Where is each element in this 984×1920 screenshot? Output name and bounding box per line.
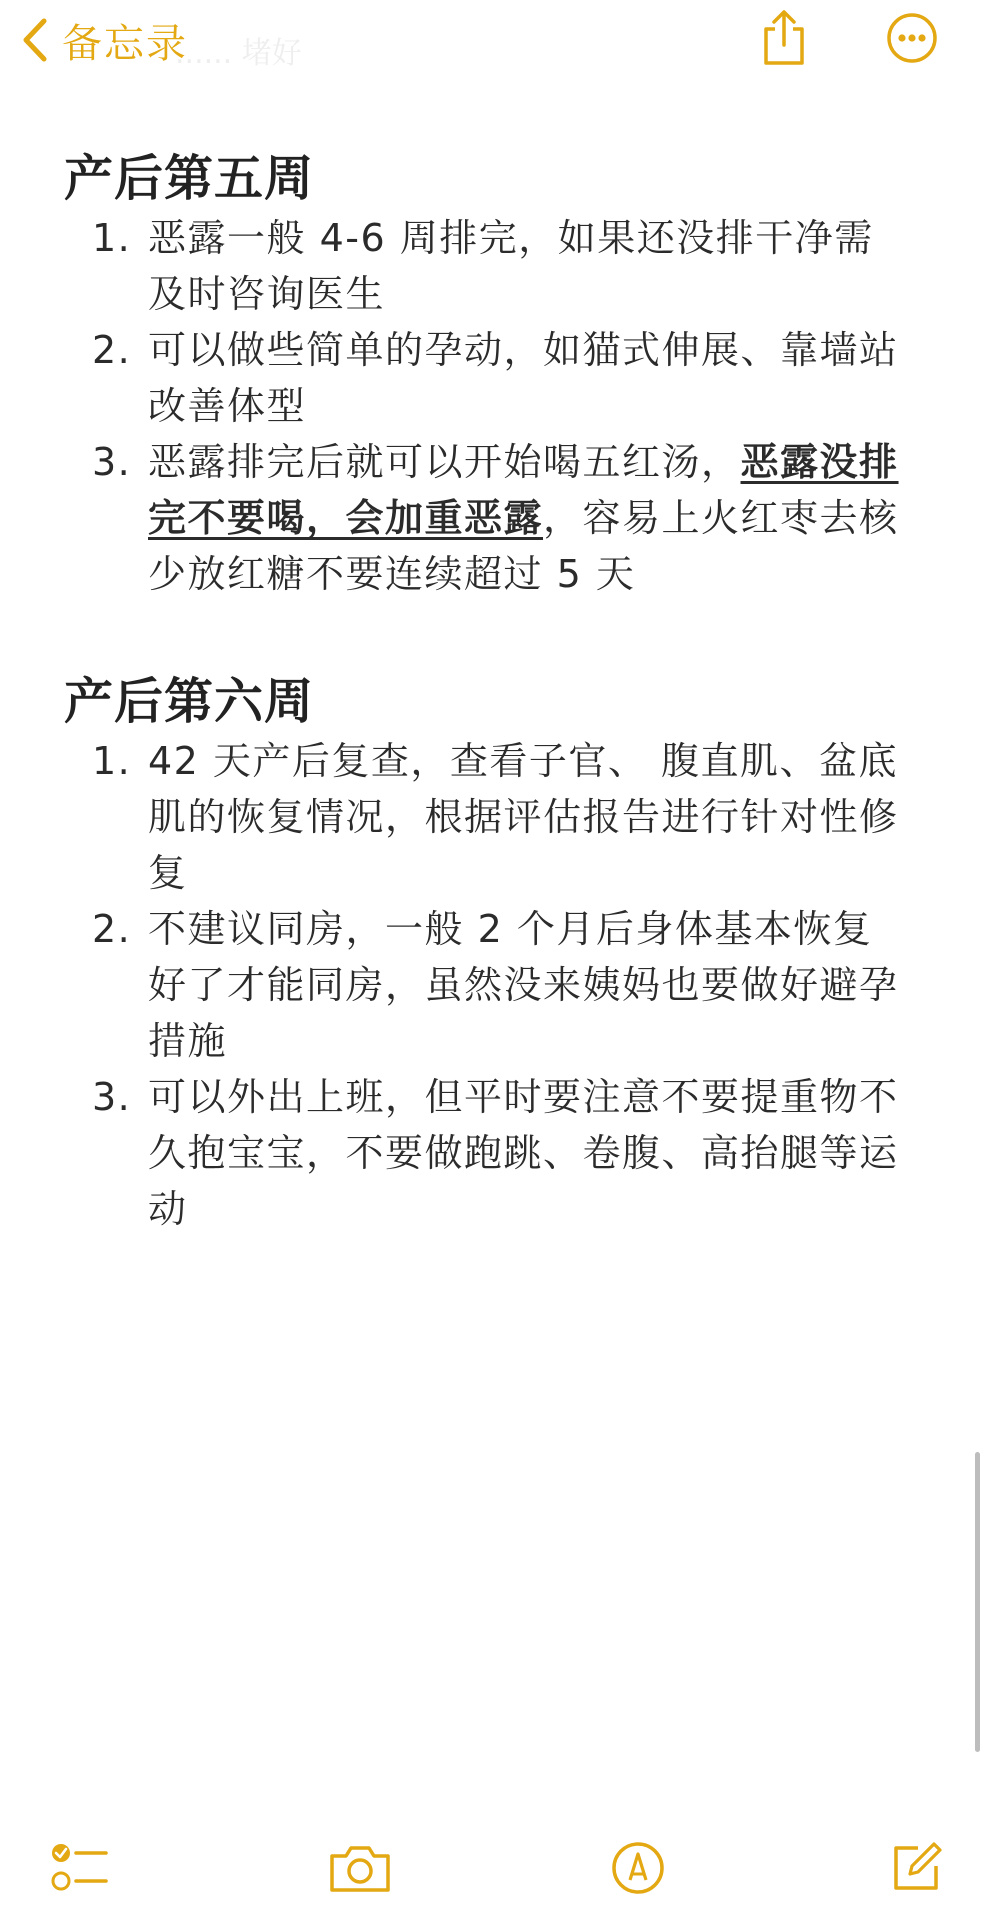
list-number: 2. xyxy=(92,907,132,951)
ghost-bleed-text: ...... 堵好 xyxy=(175,36,302,71)
back-button[interactable] xyxy=(22,10,188,70)
vertical-scrollbar[interactable] xyxy=(975,1452,980,1752)
list-number: 1. xyxy=(92,739,132,783)
list-number: 3. xyxy=(92,440,132,484)
chevron-left-icon xyxy=(22,18,48,62)
share-button[interactable] xyxy=(752,8,816,72)
markup-pen-icon xyxy=(610,1840,666,1900)
list-item xyxy=(0,1069,984,1237)
list-item xyxy=(0,733,984,901)
list-text: 不建议同房，一般 2 个月后身体基本恢复好了才能同房，虽然没来姨妈也要做好避孕措施 xyxy=(148,907,899,1063)
list-text: 可以外出上班，但平时要注意不要提重物不久抱宝宝，不要做跑跳、卷腹、高抬腿等运动 xyxy=(148,1075,899,1231)
camera-button[interactable] xyxy=(320,1830,400,1910)
back-label: 备忘录 xyxy=(62,20,188,67)
list-week6 xyxy=(0,733,984,1237)
list-item xyxy=(0,901,984,1069)
share-icon xyxy=(760,9,808,71)
compose-button[interactable] xyxy=(876,1830,956,1910)
camera-icon xyxy=(328,1842,392,1898)
checklist-icon xyxy=(50,1840,110,1900)
list-text-before: 恶露排完后就可以开始喝五红汤， xyxy=(148,440,741,484)
compose-icon xyxy=(888,1840,944,1900)
section-title-week6: 产后第六周 xyxy=(64,673,315,730)
bottom-toolbar xyxy=(0,1830,984,1920)
list-text-after: ，容易上火红枣去核少放红糖不要连续超过 5 天 xyxy=(148,496,899,596)
markup-button[interactable] xyxy=(598,1830,678,1910)
emphasis-warning-text: 恶露没排完不要喝，会加重恶露 xyxy=(148,440,899,540)
checklist-button[interactable] xyxy=(40,1830,120,1910)
more-button[interactable] xyxy=(880,8,944,72)
list-text: 可以做些简单的孕动，如猫式伸展、靠墙站改善体型 xyxy=(148,328,899,428)
more-icon xyxy=(885,11,939,69)
list-number: 1. xyxy=(92,216,132,260)
list-number: 3. xyxy=(92,1075,132,1119)
navigation-bar xyxy=(0,0,984,80)
list-week5 xyxy=(0,210,984,602)
list-text: 42 天产后复查，查看子官、 腹直肌、盆底肌的恢复情况，根据评估报告进行针对性修复 xyxy=(148,739,899,895)
section-title-week5: 产后第五周 xyxy=(64,150,315,207)
list-item xyxy=(0,434,984,602)
list-text: 恶露一般 4-6 周排完，如果还没排干净需及时咨询医生 xyxy=(148,216,874,316)
list-item xyxy=(0,322,984,434)
list-item xyxy=(0,210,984,322)
list-number: 2. xyxy=(92,328,132,372)
